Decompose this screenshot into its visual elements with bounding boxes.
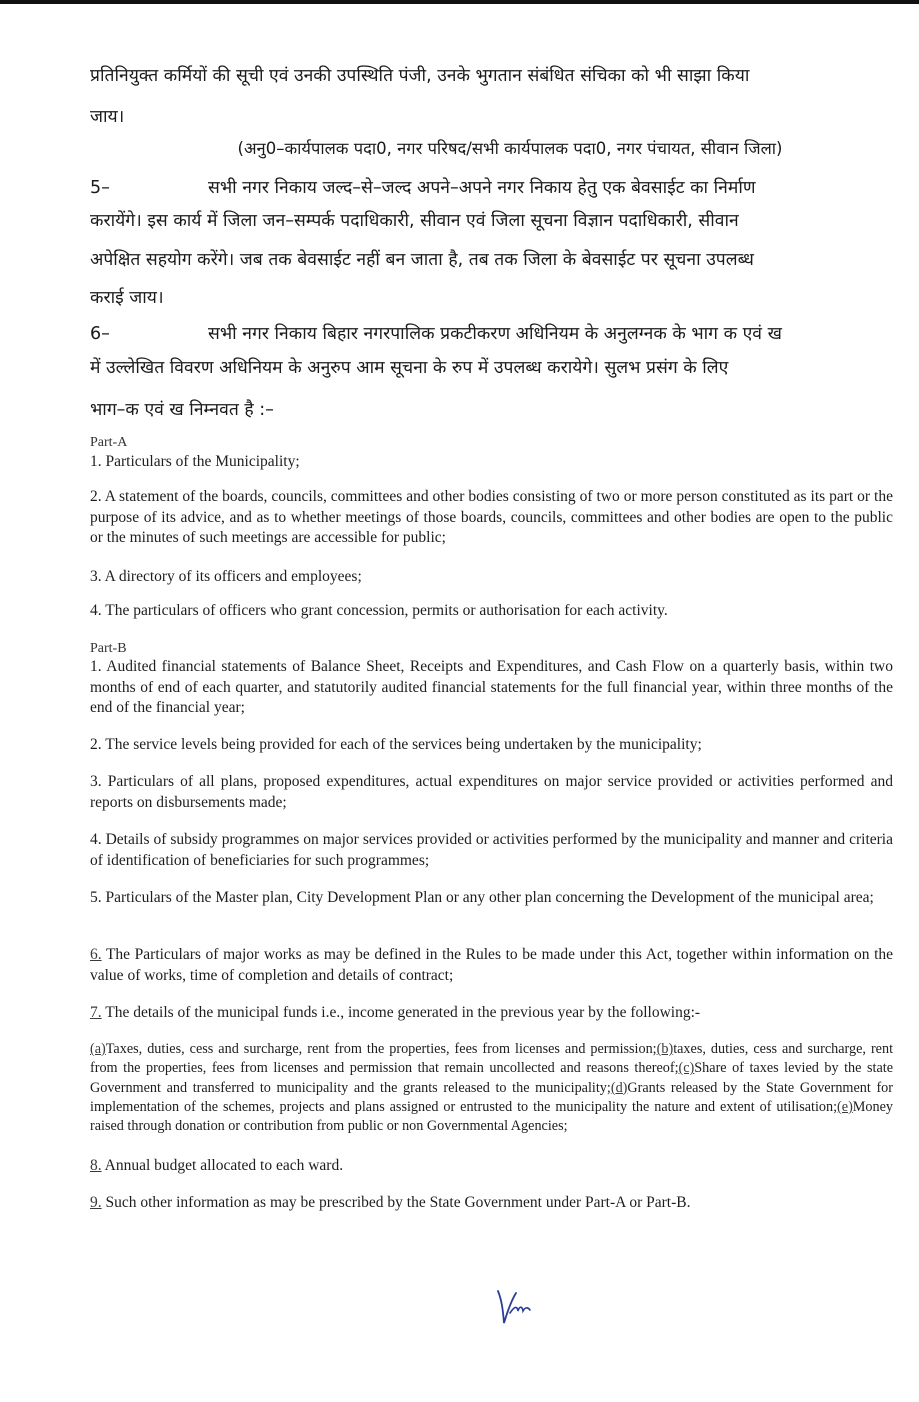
para-6-text: सभी नगर निकाय बिहार नगरपालिक प्रकटीकरण अधिनियम के अनुलग्नक के भाग क एवं ख [208, 324, 782, 344]
para-6-line: भाग–क एवं ख निम्नवत है :– [90, 400, 274, 420]
part-a-heading: Part-A [90, 435, 128, 450]
part-b-heading: Part-B [90, 641, 127, 656]
sub-text: Money raised through donation or contribution from public or non Governmental Agencies; [90, 1098, 893, 1135]
para-5-line: करायेंगे। इस कार्य में जिला जन–सम्पर्क पदाधिकारी, सीवान एवं जिला सूचना विज्ञान पदाधिकारी, सीवान [90, 211, 739, 231]
item-number: 9. [90, 1194, 102, 1211]
part-b-item: 2. The service levels being provided for each of the services being undertaken by the municipality; [90, 736, 702, 753]
item-number: 6. [90, 946, 102, 963]
hindi-line: प्रतिनियुक्त कर्मियों की सूची एवं उनकी उपस्थिति पंजी, उनके भुगतान संबंधित संचिका को भी साझा किया [90, 66, 750, 86]
part-b-item: 4. Details of subsidy programmes on major services provided or activities performed by the municipality and manner and criteria of identification of beneficiaries for such programmes; [90, 831, 893, 869]
part-a-item: 4. The particulars of officers who grant concession, permits or authorisation for each activity. [90, 602, 668, 619]
para-5-number: 5– [90, 178, 110, 198]
part-a-item: 1. Particulars of the Municipality; [90, 453, 300, 470]
part-b-item [90, 945, 893, 986]
sub-label: (c) [678, 1060, 695, 1077]
sub-text: taxes, duties, cess and surcharge, rent from the properties, fees from licenses and permission that remain uncollected and reasons thereof; [90, 1041, 894, 1077]
sub-label: (d) [610, 1079, 628, 1096]
para-5-line: कराई जाय। [90, 288, 164, 308]
para-6-line [90, 316, 893, 353]
part-a-item: 3. A directory of its officers and employees; [90, 568, 362, 585]
top-border [0, 0, 919, 4]
part-b-item: 3. Particulars of all plans, proposed expenditures, actual expenditures on major service provided or activities performed and reports on disbursements made; [90, 773, 893, 811]
para-5-line [90, 170, 893, 207]
item-text: The Particulars of major works as may be defined in the Rules to be made under this Act, together within information on the value of works, time of completion and details of contract; [90, 946, 893, 984]
sub-label: (b) [656, 1041, 674, 1057]
hindi-line: जाय। [90, 107, 125, 127]
para-6-line: में उल्लेखित विवरण अधिनियम के अनुरुप आम सूचना के रुप में उपलब्ध करायेगे। सुलभ प्रसंग के लिए [90, 358, 729, 378]
part-b-item: 1. Audited financial statements of Balance Sheet, Receipts and Expenditures, and Cash Flow on a quarterly basis, within two months of end of each quarter, and statutorily audited financial statements for the full financial year, within three months of the end of the financial year; [90, 658, 893, 716]
sub-text: Grants released by the State Government for implementation of the schemes, projects and plans assigned or entrusted to the municipality the nature and extent of utilisation; [90, 1079, 893, 1115]
item-text: The details of the municipal funds i.e., income generated in the previous year by the following:- [101, 1004, 701, 1021]
part-b-item [90, 1156, 893, 1177]
part-b-subitems [90, 1040, 893, 1136]
sub-text: Taxes, duties, cess and surcharge, rent from the properties, fees from licenses and permission; [105, 1041, 657, 1057]
part-b-item [90, 1193, 893, 1214]
sub-label: (e) [837, 1098, 853, 1115]
hindi-note: (अनु0–कार्यपालक पदा0, नगर परिषद/सभी कार्यपालक पदा0, नगर पंचायत, सीवान जिला) [237, 139, 783, 158]
para-5-text: सभी नगर निकाय जल्द–से–जल्द अपने–अपने नगर निकाय हेतु एक बेवसाईट का निर्माण [208, 178, 756, 198]
sub-label: (a) [90, 1041, 106, 1057]
item-text: Such other information as may be prescribed by the State Government under Part-A or Part-B. [101, 1194, 691, 1211]
item-number: 7. [90, 1004, 102, 1021]
para-5-line: अपेक्षित सहयोग करेंगे। जब तक बेवसाईट नहीं बन जाता है, तब तक जिला के बेवसाईट पर सूचना उपलब्ध [90, 250, 754, 270]
signature-mark [492, 1283, 536, 1331]
part-b-item: 5. Particulars of the Master plan, City Development Plan or any other plan concerning the Development of the municipal area; [90, 889, 874, 906]
part-b-item [90, 1003, 893, 1024]
para-6-number: 6– [90, 324, 110, 344]
part-a-item: 2. A statement of the boards, councils, committees and other bodies consisting of two or more person constituted as its part or the purpose of its advice, and as to whether meetings of those boards, councils, committees and other bodies are open to the public or the minutes of such meetings are accessible for public; [90, 488, 893, 546]
sub-text: Share of taxes levied by the state Government and transferred to municipality and the grants released to the municipality; [90, 1060, 893, 1096]
item-number: 8. [90, 1157, 102, 1174]
item-text: Annual budget allocated to each ward. [101, 1157, 344, 1174]
